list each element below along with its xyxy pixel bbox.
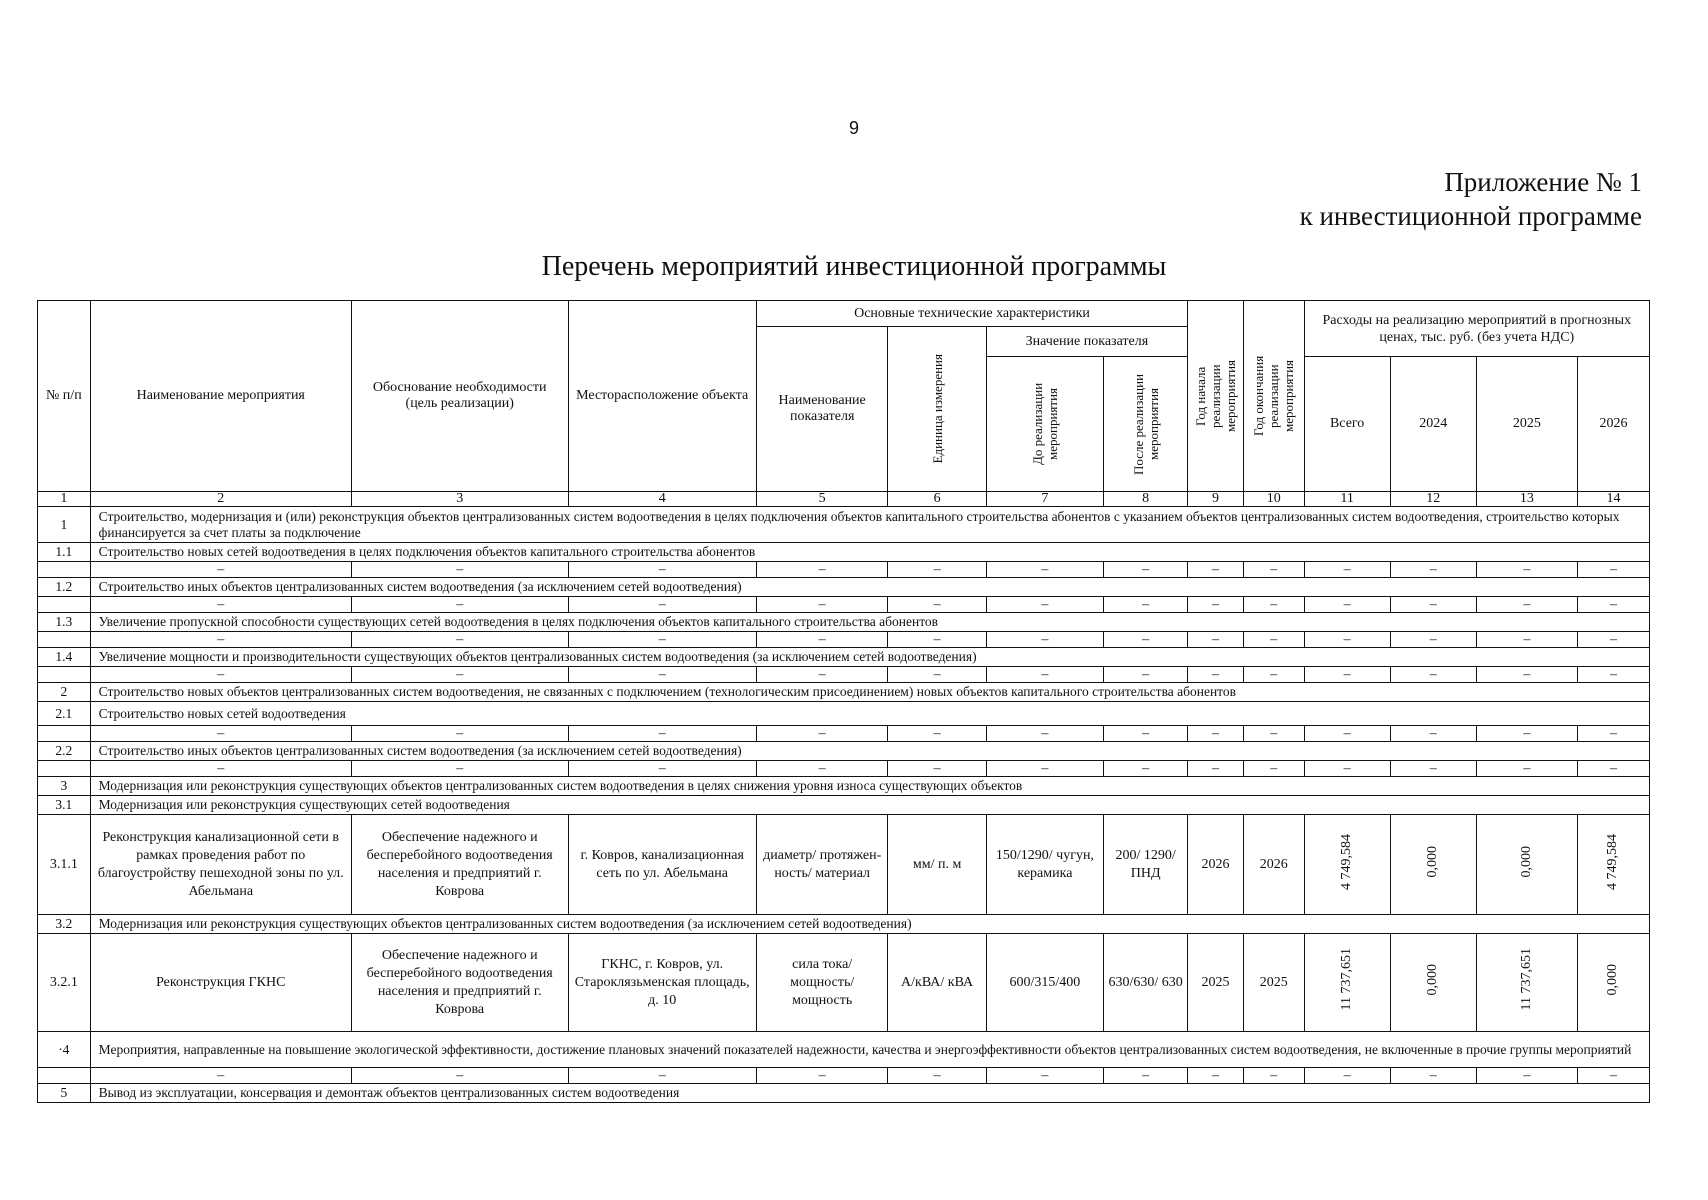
end-year: 2025	[1243, 934, 1304, 1032]
dash-cell: –	[1104, 597, 1188, 613]
dash-cell: –	[986, 1068, 1103, 1084]
cost-2025-value: 11 737,651	[1518, 948, 1534, 1011]
section-row	[38, 543, 1650, 562]
dash-cell: –	[1577, 1068, 1649, 1084]
header-end-year-text: Год окончания реализации мероприятия	[1251, 355, 1297, 437]
section-number: 3	[38, 777, 91, 796]
header-2026: 2026	[1577, 357, 1649, 492]
header-2024: 2024	[1390, 357, 1476, 492]
col-number: 3	[351, 492, 568, 507]
header-reason: Обоснование необходимости (цель реализации)	[351, 301, 568, 492]
dash-cell: –	[1243, 562, 1304, 578]
dash-cell: –	[1476, 562, 1577, 578]
dash-cell: –	[756, 761, 888, 777]
cost-2025	[1476, 815, 1577, 915]
section-number: 2.1	[38, 702, 91, 726]
section-row	[38, 648, 1650, 667]
dash-cell: –	[1304, 1068, 1390, 1084]
section-row	[38, 915, 1650, 934]
measure-unit: мм/ п. м	[888, 815, 986, 915]
dash-cell: –	[1104, 667, 1188, 683]
dash-cell: –	[1104, 632, 1188, 648]
measure-reason: Обеспечение надежного и бесперебойного водоотведения населения и предприятий г. Коврова	[351, 815, 568, 915]
cost-2026-value: 0,000	[1605, 963, 1621, 996]
cost-2024-value: 0,000	[1425, 845, 1441, 878]
empty-row	[38, 1068, 1650, 1084]
header-start-year	[1188, 301, 1244, 492]
header-before	[986, 357, 1103, 492]
col-number: 13	[1476, 492, 1577, 507]
dash-cell: –	[888, 1068, 986, 1084]
dash-cell: –	[1476, 1068, 1577, 1084]
section-number: 1.2	[38, 578, 91, 597]
header-unit	[888, 327, 986, 492]
dash-cell: –	[1390, 632, 1476, 648]
value-after: 630/630/ 630	[1104, 934, 1188, 1032]
dash-cell: –	[1390, 667, 1476, 683]
header-indicator: Наименование показателя	[756, 327, 888, 492]
header-unit-text: Единица измерения	[929, 354, 945, 464]
dash-cell: –	[90, 761, 351, 777]
section-row	[38, 683, 1650, 702]
section-title: Модернизация или реконструкция существующих объектов централизованных систем водоотведения в целях снижения уровня износа существующих объектов	[90, 777, 1649, 796]
cost-total-value: 4 749,584	[1339, 833, 1355, 890]
col-number: 14	[1577, 492, 1649, 507]
header-total: Всего	[1304, 357, 1390, 492]
header-after-text: После реализации мероприятия	[1130, 373, 1161, 475]
measure-unit: А/кВА/ кВА	[888, 934, 986, 1032]
row-number: 3.2.1	[38, 934, 91, 1032]
measure-reason: Обеспечение надежного и бесперебойного водоотведения населения и предприятий г. Коврова	[351, 934, 568, 1032]
section-number: 1.3	[38, 613, 91, 632]
section-title: Модернизация или реконструкция существующих объектов централизованных систем водоотведения (за исключением сетей водоотведения)	[90, 915, 1649, 934]
header-num: № п/п	[38, 301, 91, 492]
section-title: Вывод из эксплуатации, консервация и демонтаж объектов централизованных систем водоотведения	[90, 1084, 1649, 1103]
section-title: Увеличение пропускной способности существующих сетей водоотведения в целях подключения объектов капитального строительства абонентов	[90, 613, 1649, 632]
dash-cell: –	[568, 597, 756, 613]
dash-cell: –	[90, 597, 351, 613]
dash-cell: –	[1188, 667, 1244, 683]
document-title: Перечень мероприятий инвестиционной программы	[541, 251, 1167, 282]
header-row-1	[38, 301, 1650, 327]
dash-cell: –	[1243, 761, 1304, 777]
dash-cell: –	[986, 761, 1103, 777]
dash-cell: –	[1243, 597, 1304, 613]
section-row	[38, 702, 1650, 726]
dash-cell: –	[351, 761, 568, 777]
empty-row	[38, 632, 1650, 648]
dash-cell: –	[1104, 562, 1188, 578]
dash-cell: –	[568, 726, 756, 742]
measure-indicator: сила тока/ мощность/ мощность	[756, 934, 888, 1032]
dash-cell: –	[1304, 761, 1390, 777]
dash-cell: –	[568, 1068, 756, 1084]
empty-row	[38, 726, 1650, 742]
dash-cell: –	[986, 632, 1103, 648]
dash-cell: –	[1390, 726, 1476, 742]
cost-2026	[1577, 815, 1649, 915]
dash-cell: –	[756, 726, 888, 742]
section-number: 3.1	[38, 796, 91, 815]
dash-cell: –	[888, 597, 986, 613]
dash-cell: –	[351, 726, 568, 742]
empty-row	[38, 667, 1650, 683]
header-tech-group: Основные технические характеристики	[756, 301, 1187, 327]
header-2025: 2025	[1476, 357, 1577, 492]
dash-cell: –	[1577, 761, 1649, 777]
section-title: Модернизация или реконструкция существующих сетей водоотведения	[90, 796, 1649, 815]
dash-cell	[38, 667, 91, 683]
section-number: ·4	[38, 1032, 91, 1068]
dash-cell: –	[1577, 726, 1649, 742]
appendix-label	[1300, 165, 1642, 233]
empty-row	[38, 597, 1650, 613]
header-end-year	[1243, 301, 1304, 492]
dash-cell: –	[1390, 597, 1476, 613]
section-title: Увеличение мощности и производительности существующих объектов централизованных систем водоотведения (за исключением сетей водоотведения)	[90, 648, 1649, 667]
dash-cell: –	[986, 726, 1103, 742]
dash-cell: –	[351, 667, 568, 683]
col-number: 8	[1104, 492, 1188, 507]
dash-cell: –	[986, 562, 1103, 578]
section-number: 3.2	[38, 915, 91, 934]
col-number: 4	[568, 492, 756, 507]
cost-2024-value: 0,000	[1425, 963, 1441, 996]
col-number: 2	[90, 492, 351, 507]
dash-cell: –	[90, 726, 351, 742]
measures-table	[37, 300, 1650, 1103]
section-title: Строительство новых сетей водоотведения в целях подключения объектов капитального строительства абонентов	[90, 543, 1649, 562]
appendix-line-2: к инвестиционной программе	[1299, 201, 1642, 231]
section-row	[38, 1084, 1650, 1103]
col-number: 7	[986, 492, 1103, 507]
dash-cell: –	[1476, 632, 1577, 648]
dash-cell	[38, 761, 91, 777]
dash-cell: –	[756, 597, 888, 613]
col-number: 6	[888, 492, 986, 507]
empty-row	[38, 761, 1650, 777]
dash-cell: –	[756, 632, 888, 648]
header-after	[1104, 357, 1188, 492]
dash-cell: –	[1304, 726, 1390, 742]
dash-cell: –	[90, 667, 351, 683]
measure-location: ГКНС, г. Ковров, ул. Староклязьменская площадь, д. 10	[568, 934, 756, 1032]
dash-cell: –	[1104, 761, 1188, 777]
cost-total	[1304, 934, 1390, 1032]
dash-cell: –	[756, 1068, 888, 1084]
section-title: Строительство иных объектов централизованных систем водоотведения (за исключением сетей водоотведения)	[90, 742, 1649, 761]
section-title: Строительство иных объектов централизованных систем водоотведения (за исключением сетей водоотведения)	[90, 578, 1649, 597]
cost-2025	[1476, 934, 1577, 1032]
section-number: 1.4	[38, 648, 91, 667]
section-title: Строительство, модернизация и (или) реконструкция объектов централизованных систем водоотведения в целях подключения объектов капитального строительства абонентов с указанием объектов централизованных систем водоотведения, строительство которых финансируется за счет платы за подключение	[90, 507, 1649, 543]
dash-cell	[38, 597, 91, 613]
section-row	[38, 578, 1650, 597]
dash-cell: –	[90, 562, 351, 578]
row-number: 3.1.1	[38, 815, 91, 915]
dash-cell: –	[888, 562, 986, 578]
dash-cell: –	[1243, 1068, 1304, 1084]
column-numbers-row	[38, 492, 1650, 507]
dash-cell: –	[1390, 1068, 1476, 1084]
section-title: Строительство новых сетей водоотведения	[90, 702, 1649, 726]
col-number: 11	[1304, 492, 1390, 507]
dash-cell: –	[1304, 597, 1390, 613]
dash-cell: –	[1304, 667, 1390, 683]
section-row	[38, 742, 1650, 761]
dash-cell: –	[1390, 562, 1476, 578]
header-start-year-text: Год начала реализации мероприятия	[1193, 360, 1239, 433]
section-row	[38, 613, 1650, 632]
dash-cell: –	[568, 667, 756, 683]
header-name: Наименование мероприятия	[90, 301, 351, 492]
section-title: Мероприятия, направленные на повышение экологической эффективности, достижение плановых значений показателей надежности, качества и энергоэффективности объектов централизованных систем водоотведения, не включенные в прочие группы мероприятий	[90, 1032, 1649, 1068]
dash-cell: –	[1243, 632, 1304, 648]
cost-total-value: 11 737,651	[1339, 948, 1355, 1011]
measure-row-3-2-1	[38, 934, 1650, 1032]
section-row	[38, 1032, 1650, 1068]
dash-cell: –	[1188, 597, 1244, 613]
appendix-line-1: Приложение № 1	[1444, 167, 1642, 197]
dash-cell: –	[1304, 632, 1390, 648]
start-year: 2025	[1188, 934, 1244, 1032]
col-number: 5	[756, 492, 888, 507]
empty-row	[38, 562, 1650, 578]
dash-cell: –	[986, 597, 1103, 613]
dash-cell: –	[888, 632, 986, 648]
dash-cell: –	[1577, 632, 1649, 648]
dash-cell: –	[351, 632, 568, 648]
section-number: 2	[38, 683, 91, 702]
dash-cell: –	[90, 632, 351, 648]
dash-cell: –	[1476, 667, 1577, 683]
page-number: 9	[848, 118, 859, 138]
cost-2026-value: 4 749,584	[1605, 833, 1621, 890]
dash-cell: –	[1104, 726, 1188, 742]
col-number: 1	[38, 492, 91, 507]
header-cost-group: Расходы на реализацию мероприятий в прогнозных ценах, тыс. руб. (без учета НДС)	[1304, 301, 1649, 357]
section-number: 5	[38, 1084, 91, 1103]
dash-cell: –	[756, 562, 888, 578]
dash-cell	[38, 632, 91, 648]
dash-cell: –	[351, 1068, 568, 1084]
dash-cell: –	[351, 597, 568, 613]
section-row	[38, 796, 1650, 815]
dash-cell: –	[568, 562, 756, 578]
dash-cell: –	[1188, 562, 1244, 578]
section-number: 2.2	[38, 742, 91, 761]
dash-cell: –	[1188, 1068, 1244, 1084]
value-before: 150/1290/ чугун, керамика	[986, 815, 1103, 915]
start-year: 2026	[1188, 815, 1244, 915]
dash-cell: –	[986, 667, 1103, 683]
end-year: 2026	[1243, 815, 1304, 915]
section-title: Строительство новых объектов централизованных систем водоотведения, не связанных с подключением (технологическим присоединением) новых объектов капитального строительства абонентов	[90, 683, 1649, 702]
dash-cell: –	[1243, 667, 1304, 683]
dash-cell: –	[1577, 597, 1649, 613]
dash-cell: –	[888, 761, 986, 777]
dash-cell: –	[1304, 562, 1390, 578]
section-row	[38, 777, 1650, 796]
cost-total	[1304, 815, 1390, 915]
dash-cell: –	[1577, 667, 1649, 683]
col-number: 9	[1188, 492, 1244, 507]
dash-cell: –	[1577, 562, 1649, 578]
dash-cell	[38, 1068, 91, 1084]
cost-2024	[1390, 934, 1476, 1032]
measure-name: Реконструкция ГКНС	[90, 934, 351, 1032]
dash-cell: –	[568, 632, 756, 648]
dash-cell: –	[1188, 632, 1244, 648]
dash-cell: –	[1104, 1068, 1188, 1084]
col-number: 12	[1390, 492, 1476, 507]
section-number: 1	[38, 507, 91, 543]
dash-cell: –	[1243, 726, 1304, 742]
dash-cell: –	[1188, 761, 1244, 777]
value-before: 600/315/400	[986, 934, 1103, 1032]
dash-cell: –	[1188, 726, 1244, 742]
dash-cell: –	[888, 667, 986, 683]
dash-cell: –	[888, 726, 986, 742]
dash-cell: –	[568, 761, 756, 777]
dash-cell	[38, 562, 91, 578]
cost-2025-value: 0,000	[1518, 845, 1534, 878]
section-number: 1.1	[38, 543, 91, 562]
col-number: 10	[1243, 492, 1304, 507]
dash-cell: –	[90, 1068, 351, 1084]
measure-row-3-1-1	[38, 815, 1650, 915]
dash-cell: –	[756, 667, 888, 683]
header-location: Месторасположение объекта	[568, 301, 756, 492]
measure-location: г. Ковров, канализационная сеть по ул. Абельмана	[568, 815, 756, 915]
measure-name: Реконструкция канализационной сети в рамках проведения работ по благоустройству пешеходной зоны по ул. Абельмана	[90, 815, 351, 915]
dash-cell: –	[1390, 761, 1476, 777]
dash-cell	[38, 726, 91, 742]
cost-2024	[1390, 815, 1476, 915]
measure-indicator: диаметр/ протяжен-ность/ материал	[756, 815, 888, 915]
dash-cell: –	[351, 562, 568, 578]
header-value-group: Значение показателя	[986, 327, 1187, 357]
header-before-text: До реализации мероприятия	[1029, 382, 1060, 466]
dash-cell: –	[1476, 726, 1577, 742]
section-row	[38, 507, 1650, 543]
cost-2026	[1577, 934, 1649, 1032]
dash-cell: –	[1476, 597, 1577, 613]
dash-cell: –	[1476, 761, 1577, 777]
value-after: 200/ 1290/ ПНД	[1104, 815, 1188, 915]
